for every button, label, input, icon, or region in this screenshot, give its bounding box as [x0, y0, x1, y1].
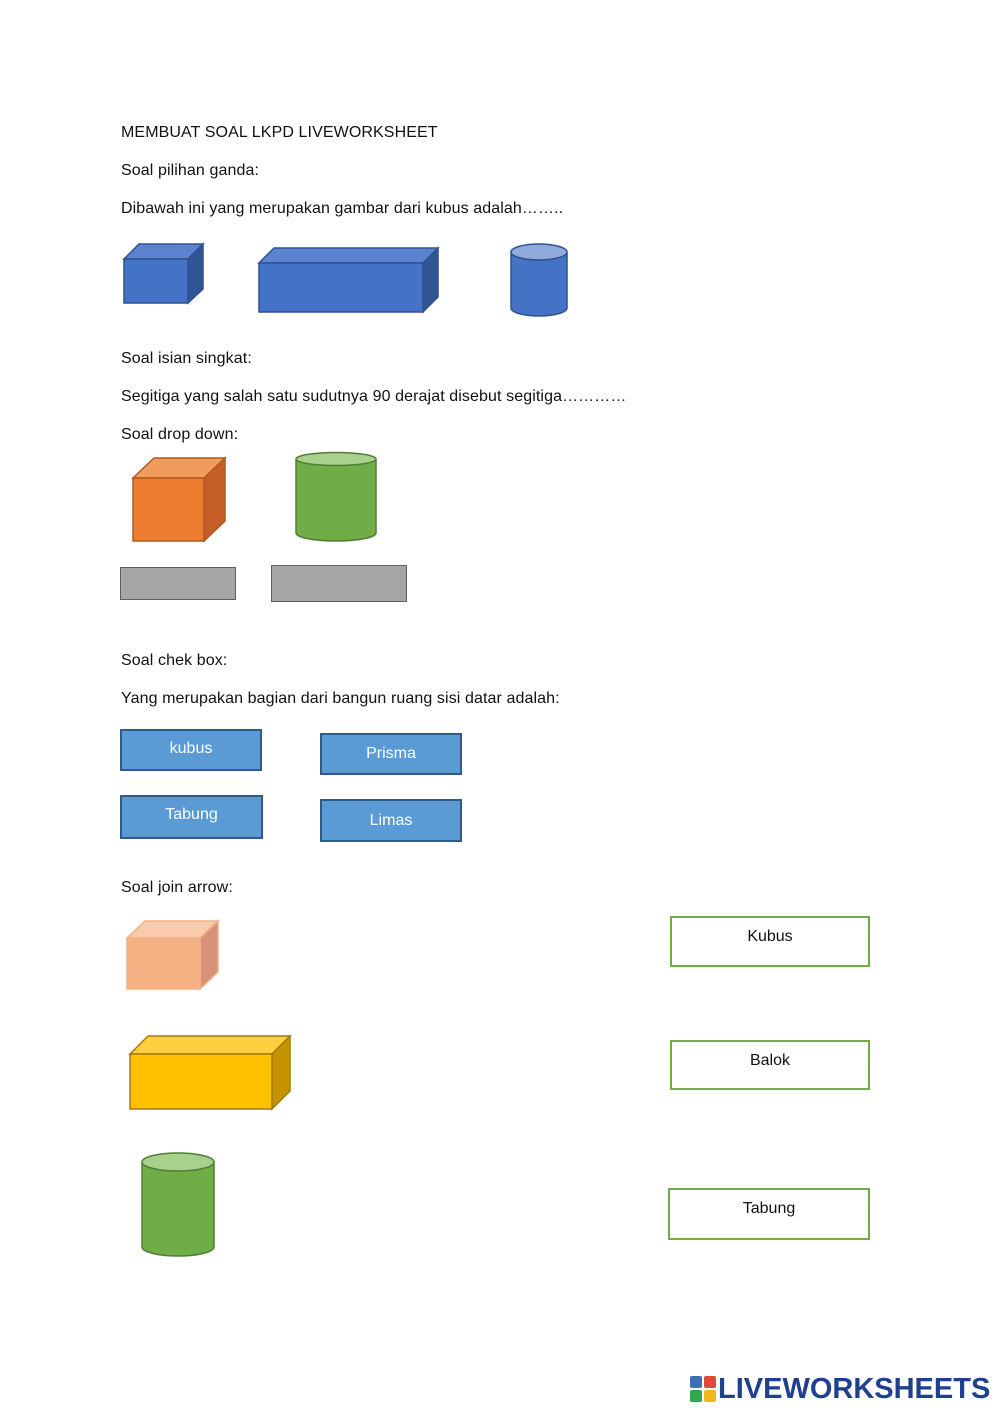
checkbox-label: Soal chek box:	[121, 652, 228, 669]
dropdown-answer-box[interactable]	[120, 567, 236, 600]
join-target-balok[interactable]: Balok	[670, 1040, 870, 1090]
orange-cube-icon	[131, 456, 228, 544]
multiple-choice-question: Dibawah ini yang merupakan gambar dari kubus adalah……..	[121, 200, 564, 217]
page-title: MEMBUAT SOAL LKPD LIVEWORKSHEET	[121, 124, 438, 141]
checkbox-option-kubus[interactable]: kubus	[120, 729, 262, 771]
green-cylinder-icon[interactable]	[140, 1151, 217, 1259]
multiple-choice-label: Soal pilihan ganda:	[121, 162, 260, 179]
short-answer-label: Soal isian singkat:	[121, 350, 252, 367]
green-cylinder-icon	[294, 451, 378, 544]
join-arrow-label: Soal join arrow:	[121, 879, 233, 896]
join-target-kubus[interactable]: Kubus	[670, 916, 870, 967]
yellow-cuboid-icon[interactable]	[128, 1034, 293, 1111]
cylinder-icon[interactable]	[509, 242, 570, 319]
liveworksheets-logo-icon	[690, 1376, 716, 1402]
checkbox-option-tabung[interactable]: Tabung	[120, 795, 263, 839]
checkbox-option-prisma[interactable]: Prisma	[320, 733, 462, 775]
cuboid-icon[interactable]	[257, 246, 441, 315]
dropdown-answer-box[interactable]	[271, 565, 407, 602]
liveworksheets-logo	[690, 1372, 990, 1406]
cube-icon[interactable]	[122, 242, 206, 306]
checkbox-question: Yang merupakan bagian dari bangun ruang sisi datar adalah:	[121, 690, 560, 707]
dropdown-label: Soal drop down:	[121, 426, 239, 443]
checkbox-option-limas[interactable]: Limas	[320, 799, 462, 842]
brand-name: LIVEWORKSHEETS	[718, 1372, 991, 1405]
pink-cube-icon[interactable]	[125, 919, 221, 992]
join-target-tabung[interactable]: Tabung	[668, 1188, 870, 1240]
short-answer-question: Segitiga yang salah satu sudutnya 90 derajat disebut segitiga…………	[121, 388, 627, 405]
